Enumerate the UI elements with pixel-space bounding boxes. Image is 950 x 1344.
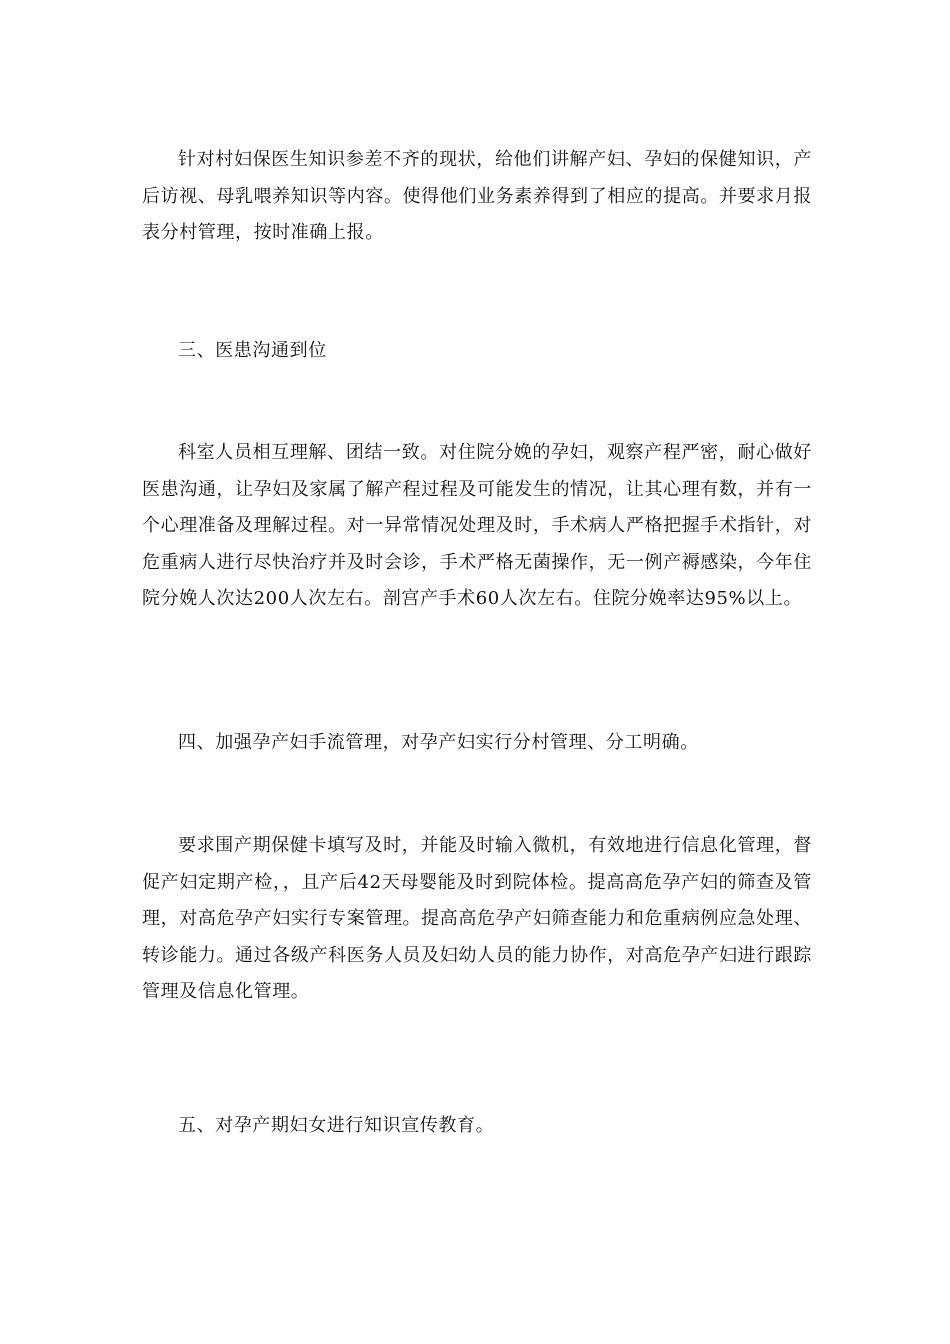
section-heading-3: 三、医患沟通到位: [178, 340, 327, 361]
paragraph-village-doctor-training: 针对村妇保医生知识参差不齐的现状，给他们讲解产妇、孕妇的保健知识，产后访视、母乳喂养知识等内容。使得他们业务素养得到了相应的提高。并要求月报表分村管理，按时准确上报。: [142, 149, 812, 243]
paragraph-doctor-patient-communication: 科室人员相互理解、团结一致。对住院分娩的孕妇，观察产程严密，耐心做好医患沟通，让孕妇及家属了解产程过程及可能发生的情况，让其心理有数，并有一个心理准备及理解过程。对一异常情况处理及时，手术病人严格把握手术指针，对危重病人进行尽快治疗并及时会诊，手术严格无菌操作，无一例产褥感染，今年住院分娩人次达200人次左右。剖宫产手术60人次左右。住院分娩率达95%以上。: [142, 442, 812, 609]
section-heading-5: 五、对孕产期妇女进行知识宣传教育。: [178, 1115, 495, 1136]
paragraph-perinatal-management: 要求围产期保健卡填写及时，并能及时输入微机，有效地进行信息化管理，督促产妇定期产检，，且产后42天母婴能及时到院体检。提高高危孕产妇的筛查及管理，对高危孕产妇实行专案管理。提高高危孕产妇筛查能力和危重病例应急处理、转诊能力。通过各级产科医务人员及妇幼人员的能力协作，对高危孕产妇进行跟踪管理及信息化管理。: [142, 835, 812, 1002]
section-heading-4: 四、加强孕产妇手流管理，对孕产妇实行分村管理、分工明确。: [178, 732, 699, 753]
